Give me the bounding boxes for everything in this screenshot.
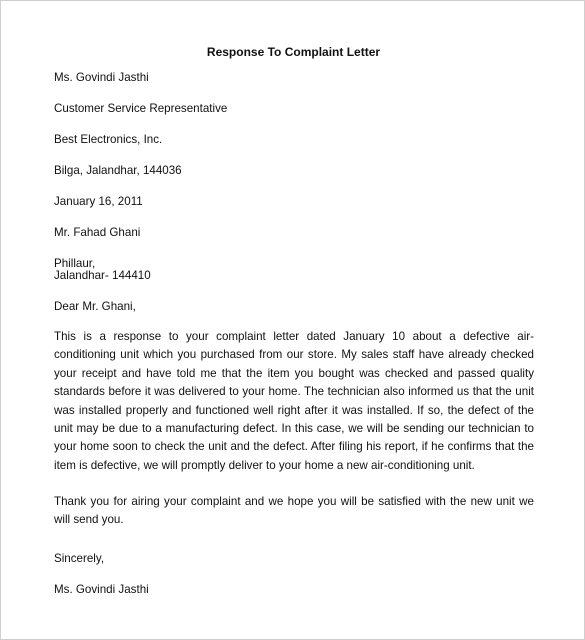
letter-date: January 16, 2011 <box>54 195 143 208</box>
recipient-city: Phillaur, <box>54 257 96 270</box>
body-paragraph: This is a response to your complaint letter dated January 10 about a defective air-conditioning unit which you purchased from our store. My sales staff have already checked your receipt and have told me that the item you bought was checked and passed quality standards before it was delivered to your home. The technician also informed us that the unit was installed properly and functioned well right after it was installed. If so, the defect of the unit may be due to a manufacturing defect. In this case, we will be sending our technician to your home soon to check the unit and the defect. After filing his report, if he confirms that the item is defective, we will promptly deliver to your home a new air-conditioning unit. <box>54 330 534 472</box>
salutation: Dear Mr. Ghani, <box>54 300 136 313</box>
company-address: Bilga, Jalandhar, 144036 <box>54 164 182 177</box>
company-name: Best Electronics, Inc. <box>54 133 163 146</box>
signature-name: Ms. Govindi Jasthi <box>54 583 149 596</box>
recipient-name: Mr. Fahad Ghani <box>54 226 141 239</box>
sender-name: Ms. Govindi Jasthi <box>54 71 149 84</box>
closing: Sincerely, <box>54 552 105 565</box>
body-paragraph: Thank you for airing your complaint and we hope you will be satisfied with the new unit we will send you. <box>54 495 534 527</box>
recipient-postal: Jalandhar- 144410 <box>54 269 151 282</box>
letter-title: Response To Complaint Letter <box>206 45 381 59</box>
sender-title: Customer Service Representative <box>54 102 228 115</box>
